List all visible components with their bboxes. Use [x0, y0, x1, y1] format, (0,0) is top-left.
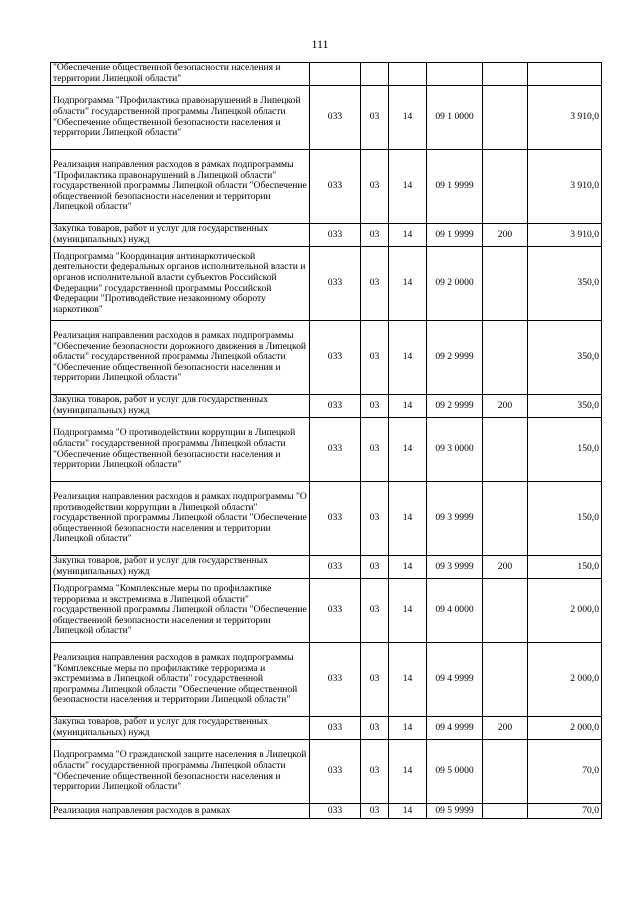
ministry-code-cell: 033	[310, 150, 361, 224]
subsection-code-cell: 14	[389, 579, 427, 643]
budget-table	[50, 62, 602, 819]
section-code-cell	[361, 63, 389, 86]
table-row	[51, 63, 602, 86]
row-name-cell: Реализация направления расходов в рамках подпрограммы "Профилактика правонарушений в Липецкой области" государственной программы Липецкой области "Обеспечение общественной безопасности населения и территории Липецкой области"	[51, 150, 310, 224]
expense-type-cell: 200	[483, 224, 528, 247]
ministry-code-cell: 033	[310, 579, 361, 643]
expense-type-cell	[483, 150, 528, 224]
sum-cell: 150,0	[528, 556, 602, 579]
sum-cell: 350,0	[528, 321, 602, 395]
subsection-code-cell: 14	[389, 150, 427, 224]
sum-cell: 70,0	[528, 740, 602, 804]
ministry-code-cell: 033	[310, 418, 361, 482]
subsection-code-cell: 14	[389, 86, 427, 150]
expense-type-cell: 200	[483, 556, 528, 579]
expense-type-cell	[483, 418, 528, 482]
section-code-cell: 03	[361, 740, 389, 804]
row-name-cell: Реализация направления расходов в рамках подпрограммы "Обеспечение безопасности дорожного движения в Липецкой области" государственной программы Липецкой области "Обеспечение общественной безопасности населения и территории Липецкой области"	[51, 321, 310, 395]
target-article-cell: 09 4 9999	[427, 643, 483, 717]
section-code-cell: 03	[361, 150, 389, 224]
section-code-cell: 03	[361, 804, 389, 819]
page-number: 111	[311, 37, 329, 51]
target-article-cell: 09 1 9999	[427, 224, 483, 247]
expense-type-cell	[483, 643, 528, 717]
target-article-cell: 09 4 9999	[427, 717, 483, 740]
expense-type-cell	[483, 740, 528, 804]
ministry-code-cell: 033	[310, 86, 361, 150]
ministry-code-cell: 033	[310, 321, 361, 395]
sum-cell	[528, 63, 602, 86]
target-article-cell: 09 2 0000	[427, 247, 483, 321]
table-row	[51, 804, 602, 819]
section-code-cell: 03	[361, 717, 389, 740]
row-name-cell: Реализация направления расходов в рамках подпрограммы "О противодействии коррупции в Липецкой области" государственной программы Липецкой области "Обеспечение общественной безопасности населения и территории Липецкой области"	[51, 482, 310, 556]
table-row	[51, 150, 602, 224]
section-code-cell: 03	[361, 86, 389, 150]
section-code-cell: 03	[361, 482, 389, 556]
sum-cell: 350,0	[528, 247, 602, 321]
section-code-cell: 03	[361, 247, 389, 321]
sum-cell: 3 910,0	[528, 224, 602, 247]
table-row	[51, 579, 602, 643]
row-name-cell: Подпрограмма "Комплексные меры по профилактике терроризма и экстремизма в Липецкой области" государственной программы Липецкой области "Обеспечение общественной безопасности населения и территории Липецкой области"	[51, 579, 310, 643]
row-name-cell: "Обеспечение общественной безопасности населения и территории Липецкой области"	[51, 63, 310, 86]
table-row	[51, 395, 602, 418]
sum-cell: 150,0	[528, 482, 602, 556]
ministry-code-cell: 033	[310, 556, 361, 579]
subsection-code-cell: 14	[389, 224, 427, 247]
table-row	[51, 86, 602, 150]
subsection-code-cell	[389, 63, 427, 86]
row-name-cell: Подпрограмма "О гражданской защите населения в Липецкой области" государственной программы Липецкой области "Обеспечение общественной безопасности населения и территории Липецкой области"	[51, 740, 310, 804]
row-name-cell: Закупка товаров, работ и услуг для государственных (муниципальных) нужд	[51, 556, 310, 579]
row-name-cell: Подпрограмма "Координация антинаркотической деятельности федеральных органов исполнительной власти и органов исполнительной власти субъектов Российской Федерации" государственной программы Российской Федерации "Противодействие незаконному обороту наркотиков"	[51, 247, 310, 321]
table-row	[51, 224, 602, 247]
sum-cell: 150,0	[528, 418, 602, 482]
target-article-cell: 09 2 9999	[427, 321, 483, 395]
expense-type-cell	[483, 804, 528, 819]
sum-cell: 2 000,0	[528, 643, 602, 717]
section-code-cell: 03	[361, 321, 389, 395]
ministry-code-cell: 033	[310, 395, 361, 418]
ministry-code-cell: 033	[310, 717, 361, 740]
target-article-cell: 09 4 0000	[427, 579, 483, 643]
section-code-cell: 03	[361, 224, 389, 247]
ministry-code-cell: 033	[310, 804, 361, 819]
target-article-cell: 09 1 0000	[427, 86, 483, 150]
subsection-code-cell: 14	[389, 717, 427, 740]
sum-cell: 3 910,0	[528, 86, 602, 150]
ministry-code-cell: 033	[310, 482, 361, 556]
target-article-cell: 09 2 9999	[427, 395, 483, 418]
subsection-code-cell: 14	[389, 804, 427, 819]
table-row	[51, 247, 602, 321]
table-row	[51, 482, 602, 556]
subsection-code-cell: 14	[389, 418, 427, 482]
target-article-cell: 09 5 9999	[427, 804, 483, 819]
target-article-cell	[427, 63, 483, 86]
row-name-cell: Закупка товаров, работ и услуг для государственных (муниципальных) нужд	[51, 717, 310, 740]
expense-type-cell	[483, 321, 528, 395]
sum-cell: 3 910,0	[528, 150, 602, 224]
budget-table-body	[51, 63, 602, 819]
sum-cell: 2 000,0	[528, 717, 602, 740]
expense-type-cell	[483, 482, 528, 556]
ministry-code-cell: 033	[310, 247, 361, 321]
row-name-cell: Закупка товаров, работ и услуг для государственных (муниципальных) нужд	[51, 224, 310, 247]
table-row	[51, 321, 602, 395]
expense-type-cell	[483, 247, 528, 321]
target-article-cell: 09 3 9999	[427, 556, 483, 579]
target-article-cell: 09 3 9999	[427, 482, 483, 556]
subsection-code-cell: 14	[389, 321, 427, 395]
subsection-code-cell: 14	[389, 643, 427, 717]
expense-type-cell: 200	[483, 395, 528, 418]
section-code-cell: 03	[361, 579, 389, 643]
row-name-cell: Закупка товаров, работ и услуг для государственных (муниципальных) нужд	[51, 395, 310, 418]
subsection-code-cell: 14	[389, 395, 427, 418]
subsection-code-cell: 14	[389, 556, 427, 579]
table-row	[51, 643, 602, 717]
section-code-cell: 03	[361, 395, 389, 418]
expense-type-cell	[483, 63, 528, 86]
expense-type-cell	[483, 86, 528, 150]
expense-type-cell: 200	[483, 717, 528, 740]
ministry-code-cell	[310, 63, 361, 86]
subsection-code-cell: 14	[389, 740, 427, 804]
sum-cell: 2 000,0	[528, 579, 602, 643]
section-code-cell: 03	[361, 418, 389, 482]
target-article-cell: 09 1 9999	[427, 150, 483, 224]
target-article-cell: 09 5 0000	[427, 740, 483, 804]
subsection-code-cell: 14	[389, 482, 427, 556]
table-row	[51, 717, 602, 740]
sum-cell: 70,0	[528, 804, 602, 819]
table-row	[51, 418, 602, 482]
section-code-cell: 03	[361, 556, 389, 579]
row-name-cell: Подпрограмма "О противодействии коррупции в Липецкой области" государственной программы Липецкой области "Обеспечение общественной безопасности населения и территории Липецкой области"	[51, 418, 310, 482]
subsection-code-cell: 14	[389, 247, 427, 321]
target-article-cell: 09 3 0000	[427, 418, 483, 482]
ministry-code-cell: 033	[310, 224, 361, 247]
expense-type-cell	[483, 579, 528, 643]
ministry-code-cell: 033	[310, 740, 361, 804]
row-name-cell: Подпрограмма "Профилактика правонарушений в Липецкой области" государственной программы Липецкой области "Обеспечение общественной безопасности населения и территории Липецкой области"	[51, 86, 310, 150]
ministry-code-cell: 033	[310, 643, 361, 717]
section-code-cell: 03	[361, 643, 389, 717]
sum-cell: 350,0	[528, 395, 602, 418]
row-name-cell: Реализация направления расходов в рамках	[51, 804, 310, 819]
table-row	[51, 740, 602, 804]
table-row	[51, 556, 602, 579]
row-name-cell: Реализация направления расходов в рамках подпрограммы "Комплексные меры по профилактике терроризма и экстремизма в Липецкой области" государственной программы Липецкой области "Обеспечение общественной безопасности населения и территории Липецкой области"	[51, 643, 310, 717]
